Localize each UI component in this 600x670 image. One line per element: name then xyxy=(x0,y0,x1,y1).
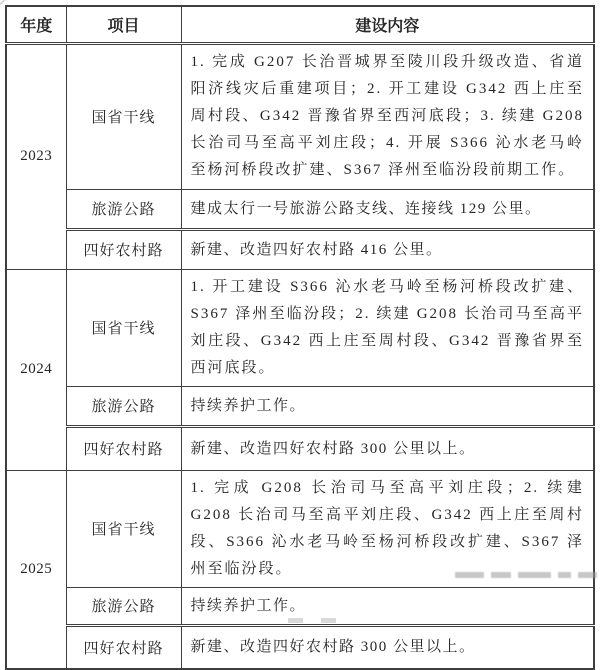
construction-plan-table xyxy=(5,5,595,670)
project-cell: 四好农村路 xyxy=(66,426,181,470)
content-text: 1. 完成 G208 长治司马至高平刘庄段；2. 续建 G208 长治司马至高平刘庄段、G342 西上庄至周村段、S366 沁水老马岭至杨河桥段改扩建、S367 泽州至临汾段。 xyxy=(190,479,584,577)
table-row xyxy=(6,43,594,189)
content-text: 建成太行一号旅游公路支线、连接线 129 公里。 xyxy=(190,200,542,217)
content-text: 持续养护工作。 xyxy=(190,397,307,414)
project-cell: 国省干线 xyxy=(66,43,181,189)
year-cell-2025: 2025 xyxy=(6,470,66,669)
table-row xyxy=(6,229,594,269)
table-row xyxy=(6,189,594,229)
project-cell: 国省干线 xyxy=(66,470,181,587)
table-row xyxy=(6,470,594,587)
content-text: 新建、改造四好农村路 300 公里以上。 xyxy=(190,639,476,656)
content-text: 1. 开工建设 S366 沁水老马岭至杨河桥段改扩建、S367 泽州至临汾段；2. 续建 G208 长治司马至高平刘庄段、G342 西上庄至周村段、G342 晋豫省界至西河底段。 xyxy=(190,278,584,376)
project-cell: 旅游公路 xyxy=(66,386,181,426)
content-text: 1. 完成 G207 长治晋城界至陵川段升级改造、省道阳济线灾后重建项目；2. 开工建设 G342 西上庄至周村段、G342 晋豫省界至西河底段；3. 续建 G208 长治司马至高平刘庄段；4. 开展 S366 沁水老马岭至杨河桥段改扩建、S367 泽州至临汾段前期工作。 xyxy=(190,54,584,178)
table-row xyxy=(6,386,594,426)
header-row xyxy=(6,6,594,43)
year-cell-2023: 2023 xyxy=(6,43,66,269)
table-row xyxy=(6,269,594,386)
header-year: 年度 xyxy=(6,6,66,43)
header-project: 项目 xyxy=(66,6,181,43)
header-content: 建设内容 xyxy=(181,6,594,43)
table-row xyxy=(6,587,594,625)
project-cell: 旅游公路 xyxy=(66,189,181,229)
table-row xyxy=(6,625,594,669)
project-cell: 国省干线 xyxy=(66,269,181,386)
table-row xyxy=(6,426,594,470)
year-cell-2024: 2024 xyxy=(6,269,66,470)
project-cell: 四好农村路 xyxy=(66,625,181,669)
content-text: 新建、改造四好农村路 416 公里。 xyxy=(190,241,443,258)
content-text: 新建、改造四好农村路 300 公里以上。 xyxy=(190,440,476,457)
content-text: 持续养护工作。 xyxy=(190,597,307,614)
project-cell: 四好农村路 xyxy=(66,229,181,269)
project-cell: 旅游公路 xyxy=(66,587,181,625)
